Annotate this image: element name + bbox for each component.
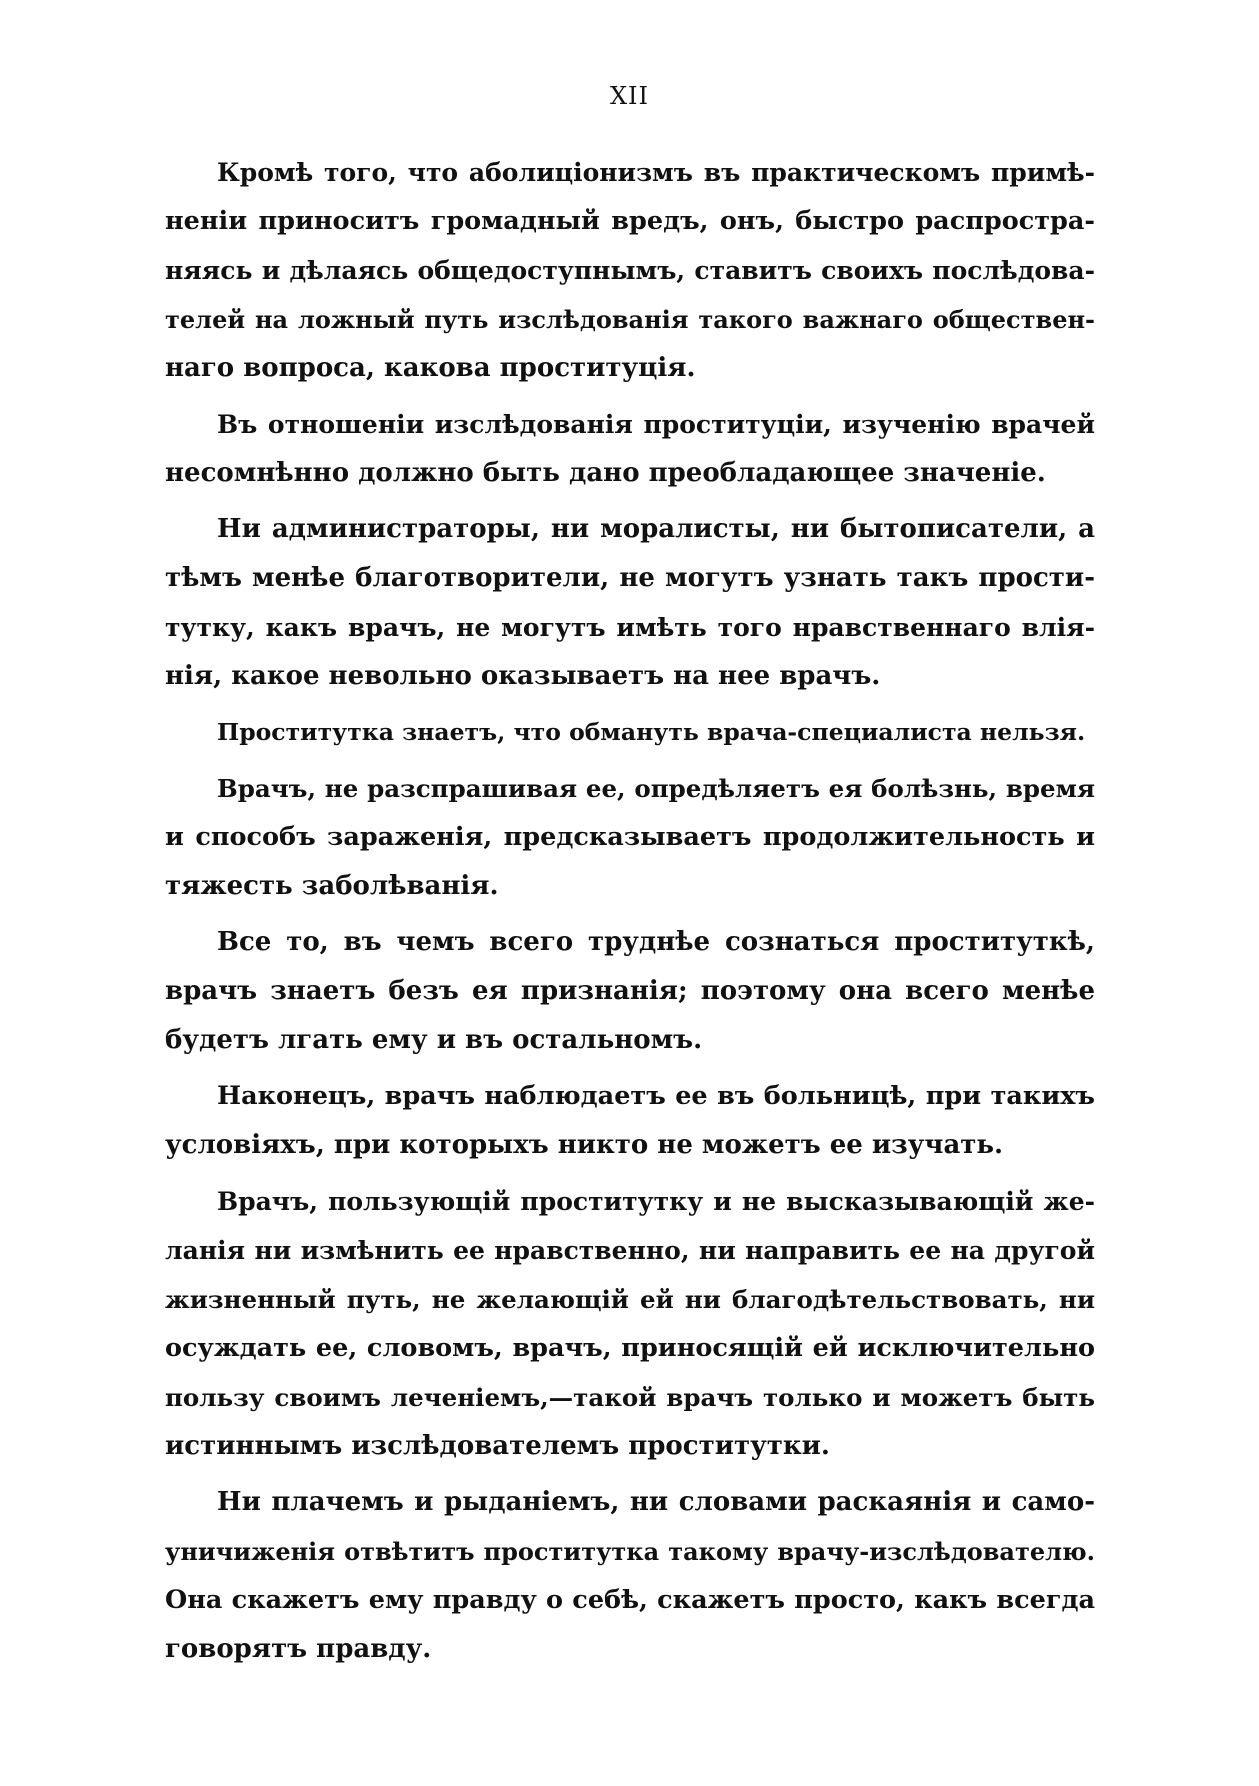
text-line: говорятъ правду. bbox=[165, 1634, 432, 1664]
text-line: нія, какое невольно оказываетъ на нее врачъ. bbox=[165, 661, 881, 691]
paragraph bbox=[165, 400, 1095, 498]
paragraph bbox=[165, 148, 1095, 393]
text-line: ланія ни измѣнить ее нравственно, ни направить ее на другой bbox=[165, 1236, 1095, 1265]
text-line: Ни администраторы, ни моралисты, ни бытописатели, а bbox=[217, 514, 1095, 544]
text-line: уничиженія отвѣтитъ проститутка такому врачу-изслѣдователю. bbox=[165, 1537, 1095, 1566]
text-line: пользу своимъ леченіемъ,—такой врачъ только и можетъ быть bbox=[165, 1383, 1095, 1412]
paragraph bbox=[165, 1177, 1095, 1471]
body-text bbox=[165, 148, 1095, 1681]
text-line: Ни плачемъ и рыданіемъ, ни словами раскаянія и само- bbox=[217, 1487, 1095, 1517]
text-line: Врачъ, не разспрашивая ее, опредѣляетъ ея болѣзнь, время bbox=[217, 774, 1095, 803]
text-line: тѣмъ менѣе благотворители, не могутъ узнать такъ прости- bbox=[165, 563, 1095, 593]
paragraph bbox=[165, 708, 1095, 757]
paragraph bbox=[165, 764, 1095, 911]
paragraph bbox=[165, 918, 1095, 1065]
text-line: несомнѣнно должно быть дано преобладающее значеніе. bbox=[165, 458, 1046, 488]
text-line: тутку, какъ врачъ, не могутъ имѣть того нравственнаго влія- bbox=[165, 613, 1095, 642]
paragraph bbox=[165, 1072, 1095, 1170]
text-line: няясь и дѣлаясь общедоступнымъ, ставитъ своихъ послѣдова- bbox=[165, 256, 1095, 285]
text-line: Кромѣ того, что аболиціонизмъ въ практическомъ примѣ- bbox=[217, 158, 1095, 187]
text-line: и способъ зараженія, предсказываетъ продолжительность и bbox=[165, 822, 1095, 852]
text-line: осуждать ее, словомъ, врачъ, приносящій ей исключительно bbox=[165, 1333, 1095, 1363]
paragraph bbox=[165, 1478, 1095, 1674]
page-number: XII bbox=[609, 82, 650, 110]
text-line: Все то, въ чемъ всего труднѣе сознаться проституткѣ, bbox=[217, 927, 1095, 957]
paragraph bbox=[165, 505, 1095, 701]
text-line: Въ отношеніи изслѣдованія проституціи, изученію врачей bbox=[217, 410, 1095, 439]
text-line: Наконецъ, врачъ наблюдаетъ ее въ больницѣ, при такихъ bbox=[217, 1081, 1095, 1111]
text-line: Проститутка знаетъ, что обмануть врача-специалиста нельзя. bbox=[217, 718, 1086, 746]
text-line: наго вопроса, какова проституція. bbox=[165, 353, 696, 383]
text-line: жизненный путь, не желающій ей ни благодѣтельствовать, ни bbox=[165, 1285, 1095, 1314]
text-line: условіяхъ, при которыхъ никто не можетъ ее изучать. bbox=[165, 1130, 1004, 1160]
text-line: телей на ложный путь изслѣдованія такого важнаго обществен- bbox=[165, 305, 1095, 334]
text-line: будетъ лгать ему и въ остальномъ. bbox=[165, 1025, 703, 1055]
text-line: истиннымъ изслѣдователемъ проститутки. bbox=[165, 1431, 830, 1461]
text-line: тяжесть заболѣванія. bbox=[165, 871, 499, 901]
text-line: Она скажетъ ему правду о себѣ, скажетъ просто, какъ всегда bbox=[165, 1585, 1095, 1615]
text-line: неніи приноситъ громадный вредъ, онъ, быстро распростра- bbox=[165, 206, 1095, 236]
text-line: врачъ знаетъ безъ ея признанія; поэтому она всего менѣе bbox=[165, 976, 1095, 1006]
text-line: Врачъ, пользующій проститутку и не высказывающій же- bbox=[217, 1187, 1095, 1216]
